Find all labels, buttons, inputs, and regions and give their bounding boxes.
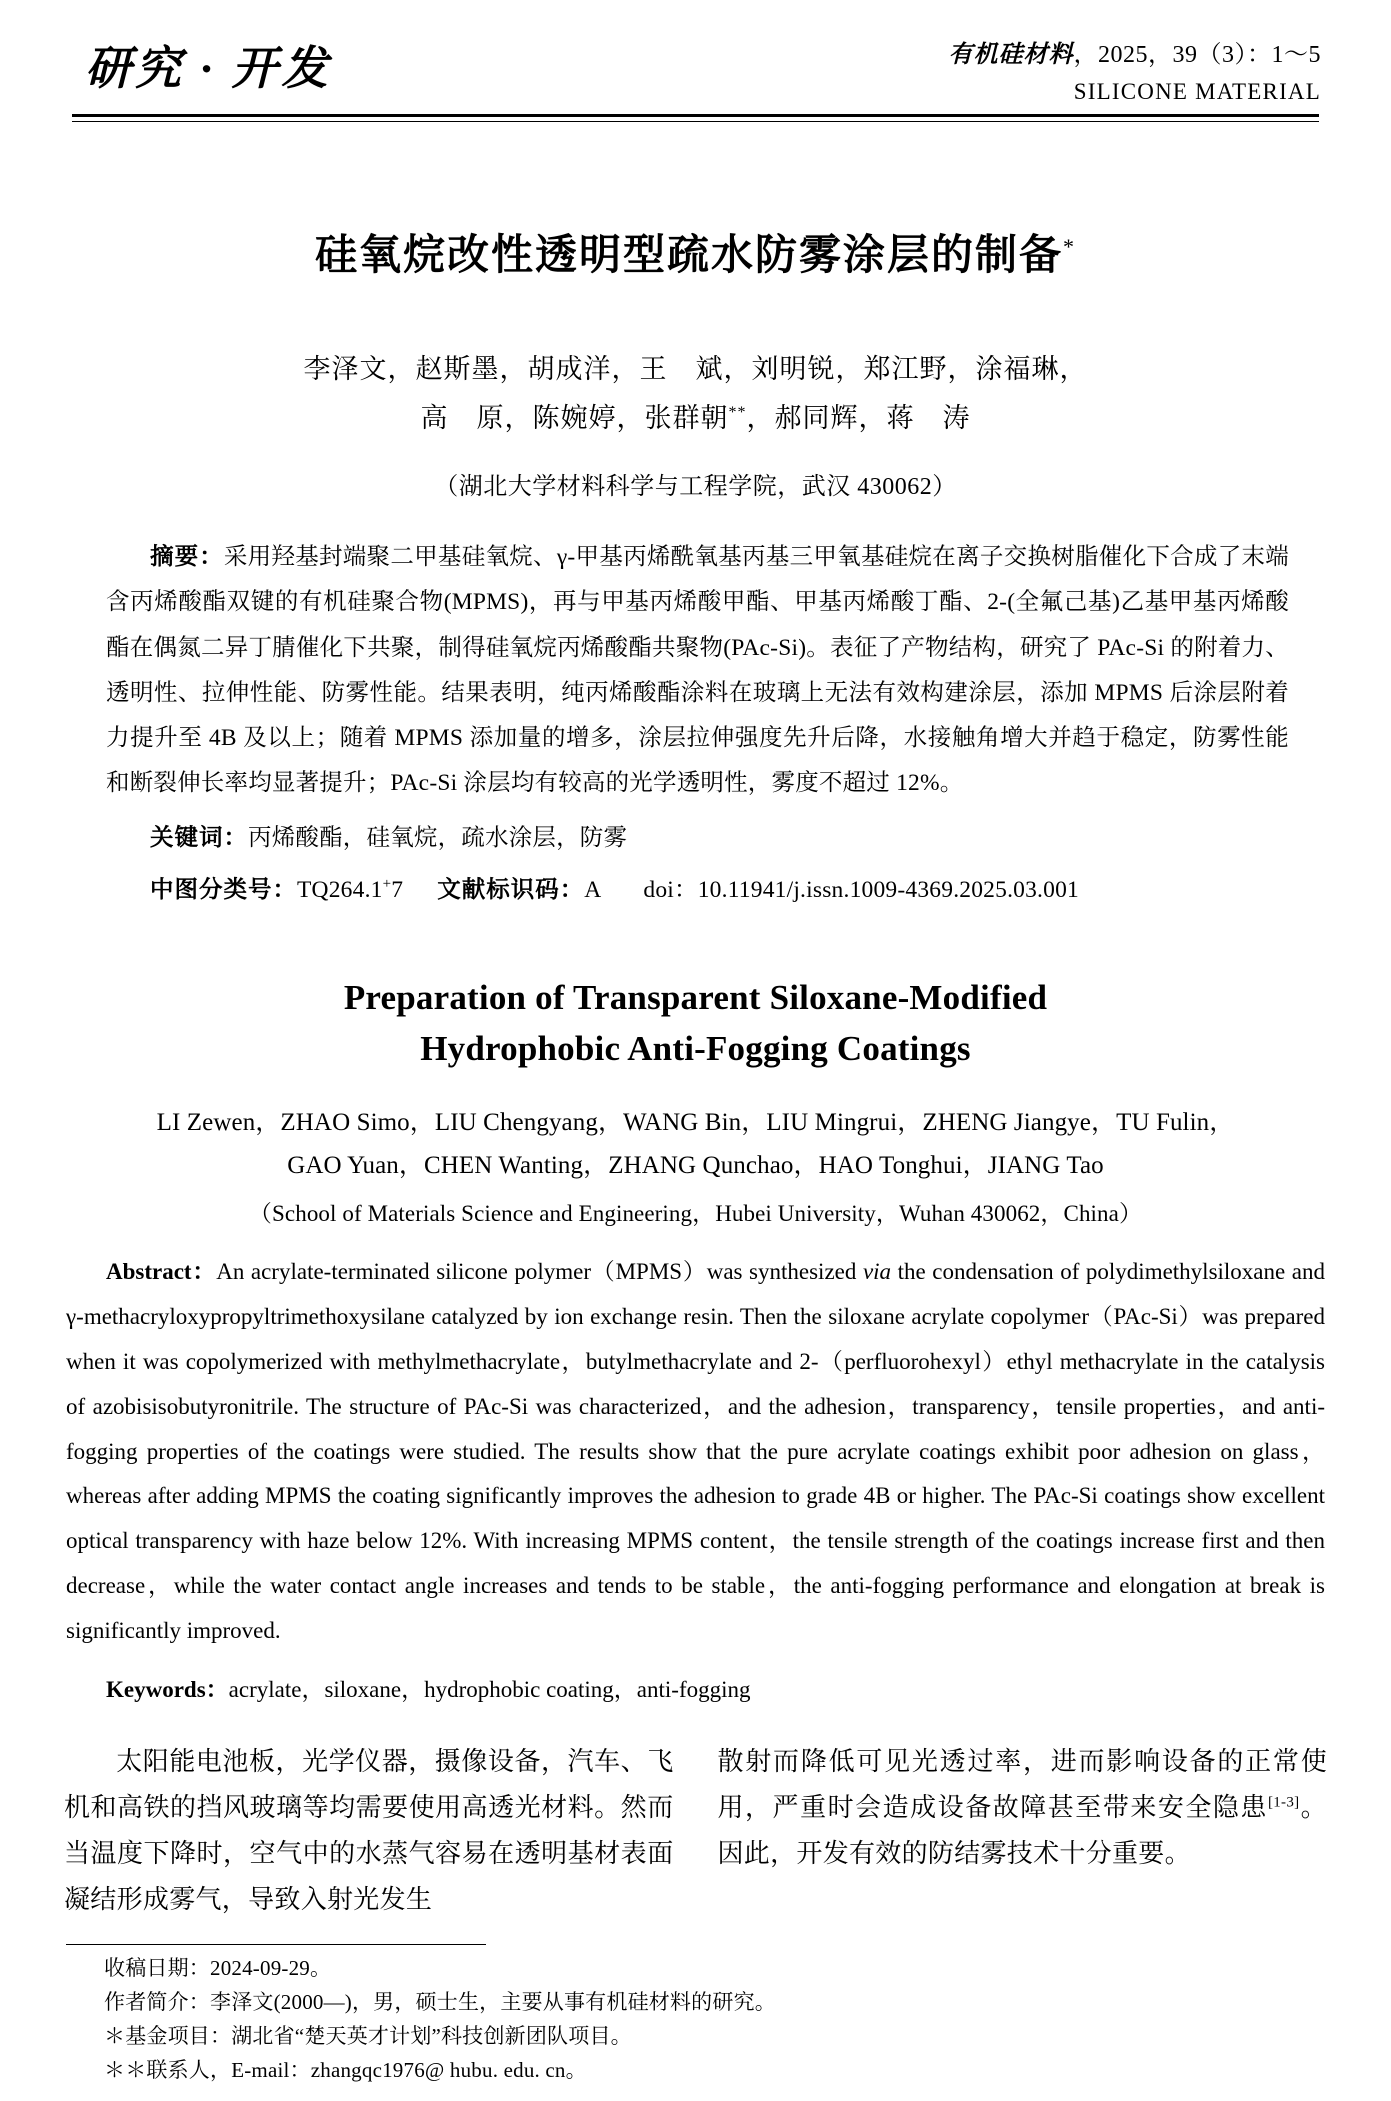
abstract-cn-text: 采用羟基封端聚二甲基硅氧烷、γ-甲基丙烯酰氧基丙基三甲氧基硅烷在离子交换树脂催化下合成了末端含丙烯酸酯双键的有机硅聚合物(MPMS)，再与甲基丙烯酸甲酯、甲基丙烯酸丁酯、2-(全氟己基)乙基甲基丙烯酸酯在偶氮二异丁腈催化下共聚，制得硅氧烷丙烯酸酯共聚物(PAc-Si)。表征了产物结构，研究了 PAc-Si 的附着力、透明性、拉伸性能、防雾性能。结果表明，纯丙烯酸酯涂料在玻璃上无法有效构建涂层，添加 MPMS 后涂层附着力提升至 4B 及以上；随着 MPMS 添加量的增多，涂层拉伸强度先升后降，水接触角增大并趋于稳定，防雾性能和断裂伸长率均显著提升；PAc-Si 涂层均有较高的光学透明性，雾度不超过 12%。 — [106, 544, 1289, 796]
journal-volume-issue-pages: ，2025，39（3）：1～5 — [1073, 42, 1321, 68]
abstract-cn-label: 摘要： — [150, 544, 224, 571]
keywords-en-text: acrylate，siloxane，hydrophobic coating，anti-fogging — [228, 1676, 751, 1702]
page-title-cn — [60, 230, 1331, 283]
keywords-cn-text: 丙烯酸酯，硅氧烷，疏水涂层，防雾 — [248, 825, 628, 852]
body-right-text-b: 。因此，开发有效的防结雾技术十分重要。 — [717, 1792, 1327, 1869]
body-right-text-a: 散射而降低可见光透过率，进而影响设备的正常使用，严重时会造成设备故障甚至带来安全隐患 — [717, 1746, 1327, 1822]
authors-cn-line-2b: ，郝同辉，蒋 涛 — [746, 403, 971, 434]
doccode-value: A — [584, 876, 602, 903]
doccode-label: 文献标识码： — [437, 876, 585, 903]
footnote-list — [60, 1951, 1331, 2087]
keywords-en-label: Keywords： — [106, 1676, 229, 1702]
affiliation-cn: （湖北大学材料科学与工程学院，武汉 430062） — [434, 474, 957, 501]
authors-en-line-1: LI Zewen，ZHAO Simo，LIU Chengyang，WANG Bin，LIU Mingrui，ZHENG Jiangye，TU Fulin， — [156, 1109, 1235, 1137]
abstract-en-label: Abstract： — [106, 1259, 217, 1285]
page-title-en-line-1: Preparation of Transparent Siloxane-Modified — [343, 977, 1048, 1017]
corresponding-author-marker: ** — [728, 404, 747, 422]
keywords-en — [60, 1668, 1331, 1713]
body-columns — [60, 1739, 1331, 1924]
clc-label: 中图分类号： — [150, 876, 297, 903]
clc-value-superscript: + — [382, 876, 392, 893]
section-label: 研究 · 开发 — [85, 43, 332, 94]
journal-citation-line — [949, 34, 1322, 69]
authors-cn-line-1: 李泽文，赵斯墨，胡成洋，王 斌，刘明锐，郑江野，涂福琳， — [303, 353, 1088, 384]
body-left-text: 太阳能电池板，光学仪器，摄像设备，汽车、飞机和高铁的挡风玻璃等均需要使用高透光材料。然而当温度下降时，空气中的水蒸气容易在透明基材表面凝结形成雾气，导致入射光发生 — [64, 1746, 674, 1915]
footnote-funding: ＊基金项目：湖北省“楚天英才计划”科技创新团队项目。 — [104, 2023, 632, 2048]
doi-value: doi：10.11941/j.issn.1009-4369.2025.03.001 — [643, 876, 1079, 903]
affiliation-en: （School of Materials Science and Engineering，Hubei University，Wuhan 430062，China） — [248, 1201, 1143, 1227]
page-title-en — [60, 972, 1331, 1076]
journal-info — [949, 26, 1332, 105]
authors-cn-line-2 — [60, 394, 1331, 444]
footnote-corresponding-email: ＊＊联系人，E-mail：zhangqc1976@ hubu. edu. cn。 — [104, 2057, 587, 2082]
page-title-en-line-2: Hydrophobic Anti-Fogging Coatings — [420, 1029, 971, 1069]
journal-name-en: SILICONE MATERIAL — [1073, 79, 1321, 104]
clc-value-a: TQ264.1 — [297, 876, 383, 903]
footnote-author-bio: 作者简介：李泽文(2000—)，男，硕士生，主要从事有机硅材料的研究。 — [104, 1989, 776, 2014]
body-column-left — [64, 1739, 674, 1924]
abstract-en-italic-via: via — [862, 1259, 892, 1285]
abstract-en-part-1: An acrylate-terminated silicone polymer（MPMS）was synthesized — [216, 1259, 863, 1285]
classification-line — [60, 868, 1331, 914]
body-column-right — [718, 1739, 1328, 1924]
journal-name-cn: 有机硅材料 — [948, 42, 1074, 68]
keywords-cn-label: 关键词： — [150, 825, 248, 852]
authors-en-line-2: GAO Yuan，CHEN Wanting，ZHANG Qunchao，HAO Tonghui，JIANG Tao — [287, 1152, 1104, 1180]
keywords-cn — [60, 816, 1331, 862]
authors-cn — [60, 345, 1331, 445]
masthead — [60, 0, 1331, 110]
abstract-en — [60, 1250, 1331, 1654]
abstract-cn — [60, 535, 1331, 806]
page-title-cn-text: 硅氧烷改性透明型疏水防雾涂层的制备 — [314, 233, 1063, 279]
authors-cn-line-2a: 高 原，陈婉婷，张群朝 — [420, 403, 729, 434]
clc-value-b: 7 — [391, 876, 404, 903]
title-footnote-marker: * — [1063, 234, 1076, 259]
masthead-divider — [72, 114, 1319, 122]
citation-reference: [1-3] — [1267, 1794, 1300, 1811]
footnote-received-date: 收稿日期：2024-09-29。 — [104, 1955, 332, 1980]
abstract-en-part-2: the condensation of polydimethylsiloxane and γ-methacryloxypropyltrimethoxysilane catalyzed by ion exchange resin. Then the siloxane acrylate copolymer（PAc-Si）was prepared when it was copolymerized with methylmethacrylate，butylmethacrylate and 2-（perfluorohexyl）ethyl methacrylate in the catalysis of azobisisobutyronitrile. The structure of PAc-Si was characterized，and the adhesion，transparency，tensile properties，and anti-fogging properties of the coatings were studied. The results show that the pure acrylate coatings exhibit poor adhesion on glass，whereas after adding MPMS the coating significantly improves the adhesion to grade 4B or higher. The PAc-Si coatings show excellent optical transparency with haze below 12%. With increasing MPMS content，the tensile strength of the coatings increase first and then decrease，while the water contact angle increases and tends to be stable，the anti-fogging performance and elongation at break is significantly improved. — [66, 1259, 1325, 1643]
footnote-block — [60, 1944, 1331, 2087]
footnote-divider — [66, 1944, 486, 1945]
authors-en — [60, 1101, 1331, 1187]
